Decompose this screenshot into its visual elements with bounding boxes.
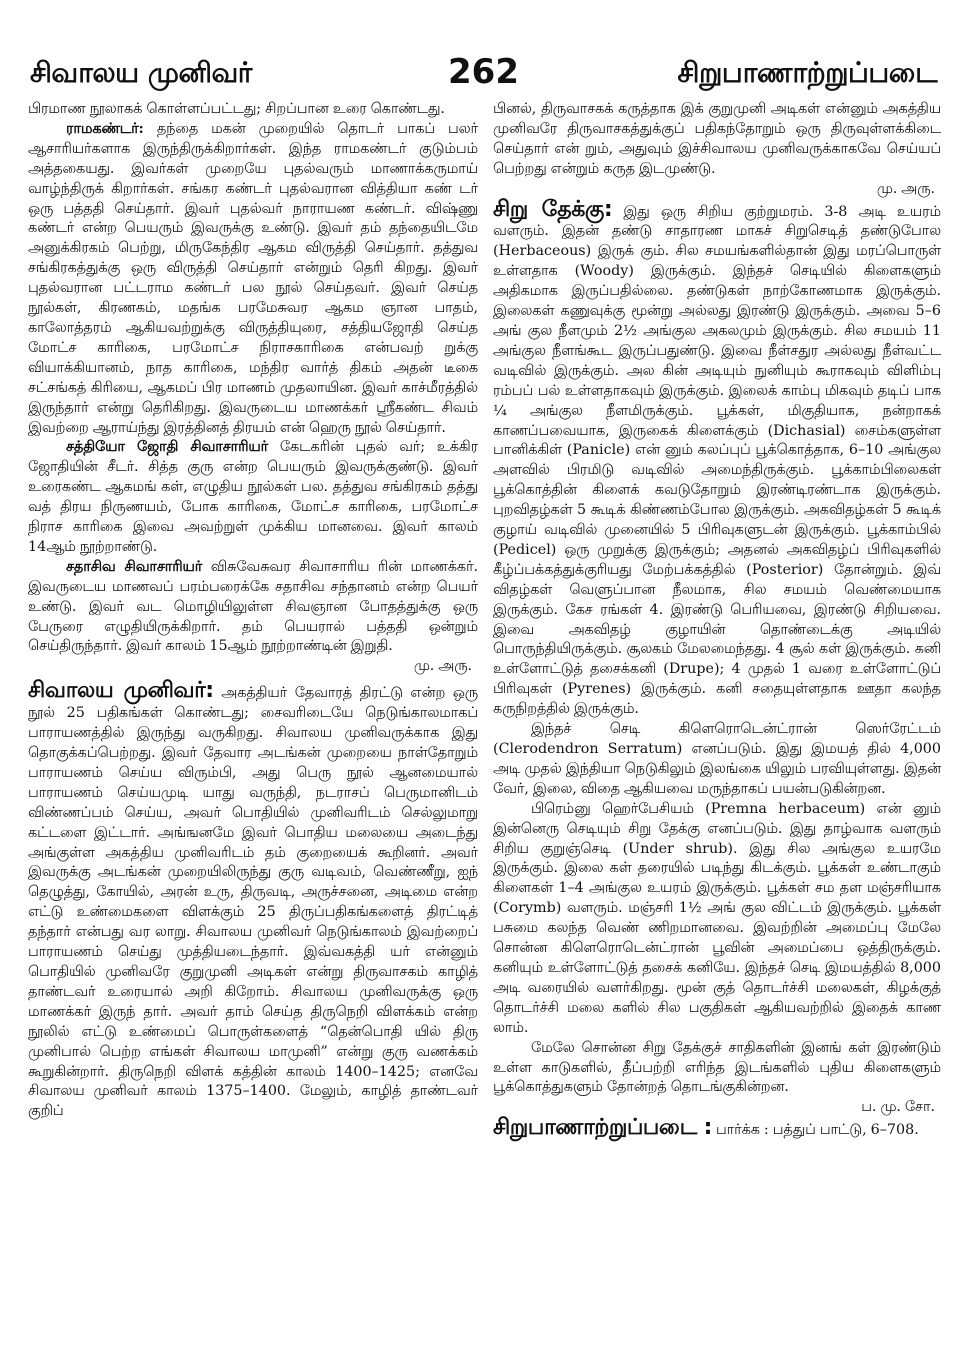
- entry-ramakandar: [28, 120, 478, 439]
- entry-sathiyo-jothi: [28, 438, 478, 557]
- entry-text: பினல், திருவாசகக் கருத்தாக இக் குறுமுனி அடிகள் என்னும் அகத்திய முனிவரே திருவாசகத்துக்குப் பதிகந்தோறும் ஒரு திருவுள்ளக்கிடை செய்தார் என் றும், அதுவும் இச்சிவாலய முனிவருக்காகவே செய்யப் பெற்றது என்றும் கருத இடமுண்டு.: [493, 101, 941, 177]
- entry-siru-thekku: [493, 196, 941, 721]
- entry-text: பார்க்க : பத்துப் பாட்டு, 6–708.: [711, 1122, 919, 1139]
- entry-title: ராமகண்டர்:: [66, 120, 144, 137]
- page-number: 262: [448, 52, 519, 92]
- entry-text: தந்தை மகன் முறையில் தொடர் பாகப் பலர் ஆசாரியர்களாக இருந்திருக்கிறார்கள். இந்த ராமகண்டர் குடும்பம் அத்தகையது. இவர்கள் முறையே புதல்வரும் மாணாக்கருமாய் வாழ்ந்திருக் கிறார்கள். சங்கர கண்டர் புதல்வரான வித்தியா கண் டர் ஒரு பத்ததி செய்தார். இவர் புதல்வர் நாராயண கண்டர். விஷ்ணு கண்டர் என்ற பெயரும் இவருக்கு உண்டு. இவர் தம் தந்தையிடமே அனுக்கிரகம் பெற்று, மிருகேந்திர ஆகம விருத்தி செய்தார். தத்துவ சங்கிரகத்துக்கு ஒரு விருத்தி செய்தார் என்றும் தெரி கிறது. இவர் புதல்வரான பட்டராம கண்டர் பல நூல் செய்தவர். இவர் செய்த நூல்கள், கிரணகம், மதங்க பரமேசுவர ஆகம ஞான பாதம், காலோத்தரம் ஆகியவற்றுக்கு விருத்தியுரை, சத்தியஜோதி செய்த மோட்ச காரிகை, பரமோட்ச நிராசகாரிகை என்பவற் றுக்கு வியாக்கியானம், நாத காரிகை, மந்திர வார்த் திகம் அதன் டீகை சட்சங்கத் கிரியை, ஆகமப் பிர மாணம் முதலாயின. இவர் காச்மீரத்தில் இருந்தார் என்று தெரிகிறது. இவருடைய மாணக்கர் ஸ்ரீகண்ட சிவம் இவற்றை ஆராய்ந்து இரத்தினத் திரயம் என் ஹெரு நூல் செய்தார்.: [28, 120, 478, 436]
- author-initials: ப. மு. சோ.: [861, 1099, 935, 1116]
- entry-heading: சிறுபாணாற்றுப்படை :: [493, 1115, 712, 1141]
- paragraph-continued: பிரமாண நூலாகக் கொள்ளப்பட்டது; சிறப்பான உரை கொண்டது.: [28, 101, 445, 117]
- left-column: [28, 100, 478, 1122]
- paragraph-continued: [493, 100, 941, 200]
- paragraph: இந்தச் செடி கிளெரொடென்ட்ரான் ஸெர்ரேட்டம் (Clerodendron Serratum) எனப்படும். இது இமயத் தில் 4,000 அடி முதல் இந்தியா நெடுகிலும் இலங்கை யிலும் பரவியுள்ளது. இதன் வேர், இலை, விதை ஆகியவை மருந்தாகப் பயன்படுகின்றன.: [493, 721, 941, 797]
- author-initials: மு. அரு.: [413, 658, 472, 675]
- entry-title: சத்தியோ ஜோதி சிவாசாரியர்: [66, 439, 269, 456]
- page-header: [30, 28, 937, 92]
- paragraph: பிரெம்னு ஹெர்பேசியம் (Premna herbaceum) என் னும் இன்னெரு செடியும் சிறு தேக்கு எனப்படும். இது தாழ்வாக வளரும் சிறிய குறுஞ்செடி (Under shrub). இது சில அங்குல உயரமே இருக்கும். இலை கள் தரையில் படிந்து கிடக்கும். பூக்கள் உண்டாகும் கிளைகள் 1–4 அங்குல உயரம் இருக்கும். பூக்கள் சம தள மஞ்சரியாக (Corymb) வளரும். மஞ்சரி 1½ அங் குல விட்டம் இருக்கும். பூக்கள் பசுமை கலந்த வெண் ணிறமானவை. இவற்றின் அமைப்பு மேலே சொன்ன கிளெரொடென்ட்ரான் பூவின் அமைப்பை ஒத்திருக்கும். கனியும் உள்ளோட்டுத் தசைக் கனியே. இந்தச் செடி இமயத்தில் 8,000 அடி வரையில் வளர்கிறது. மூன் குத் தொடர்ச்சி மலைகள், கிழக்குத் தொடர்ச்சி மலை களில் சில பகுதிகள் ஆகியவற்றில் இதைக் காண லாம்.: [493, 800, 941, 1036]
- right-column: [493, 100, 941, 1141]
- entry-text: கேடகரின் புதல் வர்; உக்கிர ஜோதியின் சீடர். சித்த குரு என்ற பெயரும் இவருக்குண்டு. இவர் உரைகண்ட ஆகமங் கள், எழுதிய நூல்கள் பல. தத்துவ சங்கிரகம் தத்து வத் திரய நிருணயம், போக காரிகை, மோட்ச காரிகை, பரமோட்ச நிராச காரிகை இவை அவற்றுள் முக்கிய மானவை. இவர் காலம் 14ஆம் நூற்றாண்டு.: [28, 439, 478, 555]
- entry-text: விசுவேசுவர சிவாசாரிய ரின் மாணக்கர். இவருடைய மாணவப் பரம்பரைக்கே சதாசிவ சந்தானம் என்ற பெயர் உண்டு. இவர் வட மொழியிலுள்ள சிவஞான போதத்துக்கு ஒரு பேருரை எழுதியிருக்கிறார். தம் பெயரால் பத்ததி ஒன்றும் செய்திருந்தார். இவர் காலம் 15ஆம் நூற்றாண்டின் இறுதி.: [28, 558, 478, 655]
- paragraph: [493, 1039, 941, 1119]
- entry-sivalaya-munivar: [28, 678, 478, 1122]
- entry-text: அகத்தியர் தேவாரத் திரட்டு என்ற ஒரு நூல் 25 பதிகங்கள் கொண்டது; சைவரிடையே நெடுங்காலமாகப் பாராயணத்தில் இருந்து வருகிறது. சிவாலய முனிவருக்காக இது தொகுக்கப்பெற்றது. இவர் தேவார அடங்கன் முறையை நாள்தோறும் பாராயணம் செய்ய விரும்பி, அது பெரு நூல் ஆனமையால் பாராயணம் செய்யமுடி யாது வருந்தி, நடராசப் பெருமானிடம் விண்ணப்பம் செய்ய, அவர் பொதியில் முனிவரிடம் செல்லுமாறு கட்டளை இட்டார். அங்ஙனமே இவர் பொதிய மலையை அடைந்து அங்குள்ள அகத்திய முனிவரிடம் தம் குறையைக் கூறினர். அவர் இவருக்கு அடங்கன் முறையிலிருந்து குரு வடிவம், வெண்ணீறு, ஐந் தெழுத்து, கோயில், அரன் உரு, திருவடி, அருச்சனை, அடிமை என்ற எட்டு உண்மைகளை விளக்கும் 25 திருப்பதிகங்களைத் திரட்டித் தந்தார் என்பது வர லாறு. சிவாலய முனிவர் நெடுங்காலம் இவற்றைப் பாராயணம் செய்து முத்தியடைந்தார். இவ்வகத்தி யர் என்னும் பொதியில் முனிவரே குறுமுனி அடிகள் என்று திருவாசகம் காழித் தாண்டவர் உரையால் அறி கிறோம். சிவாலய முனிவருக்கு ஒரு மாணக்கர் இருந் தார். அவர் தாம் செய்த திருநெறி விளக்கம் என்ற நூலில் எட்டு உண்மைப் பொருள்களைத் “தென்பொதி யில் திரு முனிபால் பெற்ற எங்கள் சிவாலய மாமுனி” என்று குரு வணக்கம் கூறுகின்றார். திருநெறி விளக் கத்தின் காலம் 1400–1425; எனவே சிவாலய முனிவர் காலம் 1375–1400. மேலும், காழித் தாண்டவர் குறிப்: [28, 685, 478, 1120]
- header-right-title: சிறுபாணாற்றுப்படை: [677, 56, 937, 89]
- header-left-title: சிவாலய முனிவர்: [30, 56, 252, 89]
- entry-heading: சிறு தேக்கு:: [493, 196, 613, 222]
- entry-text: இது ஒரு சிறிய குற்றுமரம். 3-8 அடி உயரம் வளரும். இதன் தண்டு சாதாரண மாகச் சிறுசெடித் தண்டுபோல (Herbaceous) இருக் கும். சில சமயங்களில்தான் இது மரப்பொருள் உள்ளதாக (Woody) இருக்கும். இந்தச் செடியில் கிளைகளும் அதிகமாக இருப்பதில்லை. தண்டுகள் நாற்கோணமாக இருக்கும். இலைகள் கணுவுக்கு மூன்று அல்லது இரண்டு இருக்கும். அவை 5–6 அங் குல நீளமும் 2½ அங்குல அகலமும் இருக்கும். சில சமயம் 11 அங்குல நீளங்கூட இருப்பதுண்டு. இவை நீள்சதுர அல்லது நீள்வட்ட வடிவில் இருக்கும். அல கின் அடியும் நுனியும் கூராகவும் விளிம்பு ரம்பப் பல் உள்ளதாகவும் இருக்கும். இலைக் காம்பு மிகவும் தடிப் பாக ¼ அங்குல நீளமிருக்கும். பூக்கள், மிகுதியாக, நன்றாகக் காணப்பவையாக, இருகைக் கிளைக்கும் (Dichasial) சைம்களுள்ள பானிக்கிள் (Panicle) என் னும் கலப்புப் பூக்கொத்தாக, 6–10 அங்குல அளவில் பிரமிடு வடிவில் அமைந்திருக்கும். பூக்காம்பிலைகள் பூக்கொத்தின் கிளைக் கவடுதோறும் இரண்டிரண்டாக இருக்கும். புறவிதழ்கள் 5 கூடிக் கிண்ணம்போல இருக்கும். அகவிதழ்கள் 5 கூடிக் குழாய் வடிவில் முனையில் 5 பிரிவுகளுடன் இருக்கும். பூக்காம்பில் (Pedicel) ஒரு முறுக்கு இருக்கும்; அதனல் அகவிதழ்ப் பிரிவுகளில் கீழ்ப்பக்கத்துக்குரியது மேற்பக்கத்தில் (Posterior) தோன்றும். இவ் விதழ்கள் வெளுப்பான நீலமாக, சில சமயம் வெண்மையாக இருக்கும். கேச ரங்கள் 4. இரண்டு பெரியவை, இரண்டு சிறியவை. இவை அகவிதழ் குழாயின் தொண்டைக்கு அடியில் பொருந்தியிருக்கும். சூலகம் மேலமைந்தது. 4 சூல் கள் இருக்கும். கனி உள்ளோட்டுத் தசைக்கனி (Drupe); 4 முதல் 1 வரை உள்ளோட்டுப் பிரிவுகள் (Pyrenes) இருக்கும். கனி சதையுள்ளதாக ஊதா கலந்த கருநிறத்தில் இருக்கும்.: [493, 203, 941, 718]
- entry-title: சதாசிவ சிவாசாரியர்: [66, 558, 203, 575]
- entry-heading: சிவாலய முனிவர்:: [28, 678, 214, 704]
- entry-text: மேலே சொன்ன சிறு தேக்குச் சாதிகளின் இனங் கள் இரண்டும் உள்ள காடுகளில், தீப்பற்றி எரிந்த இடங்களில் புதிய கிளைகளும் பூக்கொத்துகளும் தோன்றத் தொடங்குகின்றன.: [493, 1039, 941, 1096]
- author-initials: மு. அரு.: [876, 180, 935, 197]
- entry-sirupanatruppadai: [493, 1115, 941, 1141]
- entry-sathasiva: [28, 558, 478, 677]
